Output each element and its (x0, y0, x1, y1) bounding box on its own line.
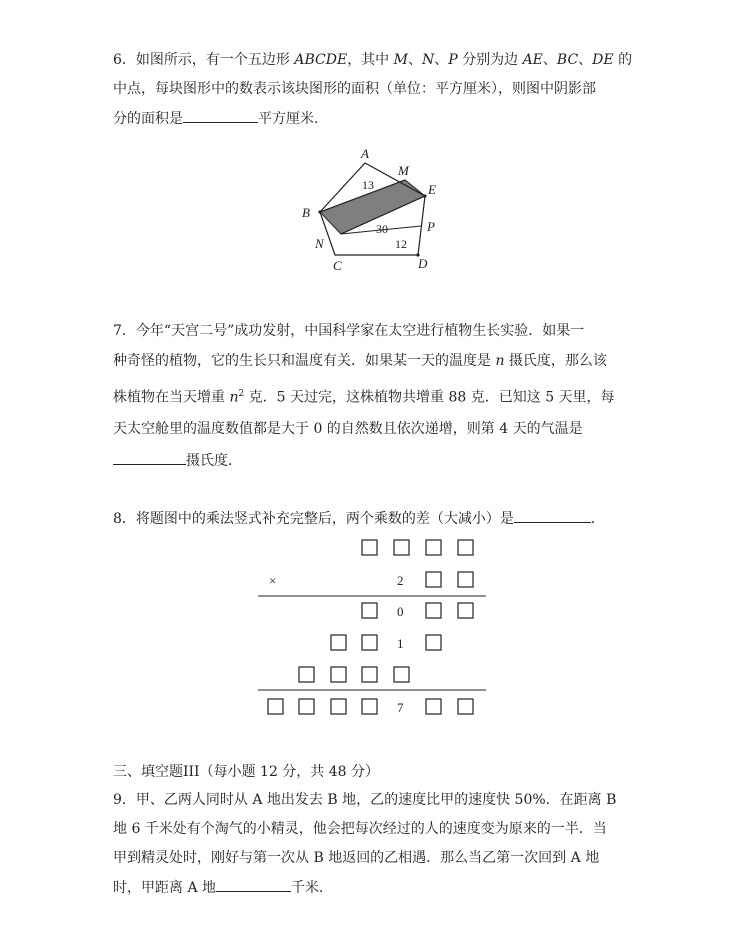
digit-box (299, 667, 314, 682)
area-label-small: 12 (395, 237, 407, 251)
q8-line-1: 8．将题图中的乘法竖式补充完整后，两个乘数的差（大减小）是 ． (113, 508, 605, 529)
q7-line-1: 7．今年“天宫二号”成功发射，中国科学家在太空进行植物生长实验．如果一 (113, 323, 585, 339)
digit-box (362, 603, 377, 618)
label-N: N (315, 236, 324, 251)
q7-line-4: 天太空舱里的温度数值都是大于 0 的自然数且依次递增，则第 4 天的气温是 (113, 421, 583, 437)
q6-line-2: 中点，每块图形中的数表示该块图形的面积（单位：平方厘米），则图中阴影部 (113, 81, 596, 97)
label-B: B (302, 205, 310, 220)
q7-line-5: 摄氏度． (113, 450, 242, 471)
q9-line-1: 9．甲、乙两人同时从 A 地出发去 B 地，乙的速度比甲的速度快 50%．在距离 B (113, 792, 617, 808)
q7-line-3: 株植物在当天增重 $n^2$ 克．5 天过完，这株植物共增重 88 克．已知这 5 天里，每 (113, 389, 615, 406)
answer-blank-q9[interactable] (216, 877, 291, 892)
label-E: E (428, 182, 436, 197)
answer-blank-q6[interactable] (183, 108, 258, 123)
digit-box (458, 603, 473, 618)
area-label-top: 13 (362, 178, 374, 192)
pentagon-figure (295, 140, 455, 280)
point-B (318, 210, 321, 213)
digit-box (362, 667, 377, 682)
given-digit-2: 2 (397, 573, 404, 588)
label-D: D (418, 256, 428, 271)
digit-box (458, 572, 473, 587)
digit-box (331, 667, 346, 682)
digit-box (426, 603, 441, 618)
digit-box (299, 699, 314, 714)
q7-line-2: 种奇怪的植物，它的生长只和温度有关．如果某一天的温度是 n 摄氏度，那么该 (113, 353, 607, 369)
q9-line-2: 地 6 千米处有个淘气的小精灵，他会把每次经过的人的速度变为原来的一半．当 (113, 821, 607, 837)
point-E (423, 194, 426, 197)
section-heading: 三、填空题III（每小题 12 分，共 48 分） (113, 764, 380, 780)
label-C: C (333, 258, 342, 273)
digit-box (362, 635, 377, 650)
q6-line-3: 分的面积是 平方厘米． (113, 108, 328, 129)
digit-box (394, 667, 409, 682)
q9-line-4: 时，甲距离 A 地 千米． (113, 877, 333, 898)
area-label-middle: 30 (376, 222, 388, 236)
times-sign: × (269, 573, 277, 588)
label-M: M (398, 163, 409, 178)
q6-line-1: 6．如图所示，有一个五边形 ABCDE，其中 M、N、P 分别为边 AE、BC、DE 的 (113, 52, 633, 68)
digit-box (394, 540, 409, 555)
digit-box (362, 540, 377, 555)
digit-box (458, 540, 473, 555)
digit-box (331, 699, 346, 714)
digit-box (362, 699, 377, 714)
digit-box (331, 635, 346, 650)
answer-blank-q8[interactable] (514, 508, 591, 523)
q9-line-3: 甲到精灵处时，刚好与第一次从 B 地返回的乙相遇．那么当乙第一次回到 A 地 (113, 850, 600, 866)
digit-box (426, 635, 441, 650)
digit-box (426, 540, 441, 555)
label-P: P (427, 219, 435, 234)
given-digit-0: 0 (397, 604, 404, 619)
digit-box (426, 699, 441, 714)
given-digit-7: 7 (397, 700, 404, 715)
digit-box (426, 572, 441, 587)
answer-blank-q7[interactable] (113, 450, 186, 465)
multiplication-figure (255, 533, 490, 723)
digit-box (268, 699, 283, 714)
given-digit-1: 1 (397, 636, 404, 651)
digit-box (458, 699, 473, 714)
label-A: A (361, 146, 369, 161)
